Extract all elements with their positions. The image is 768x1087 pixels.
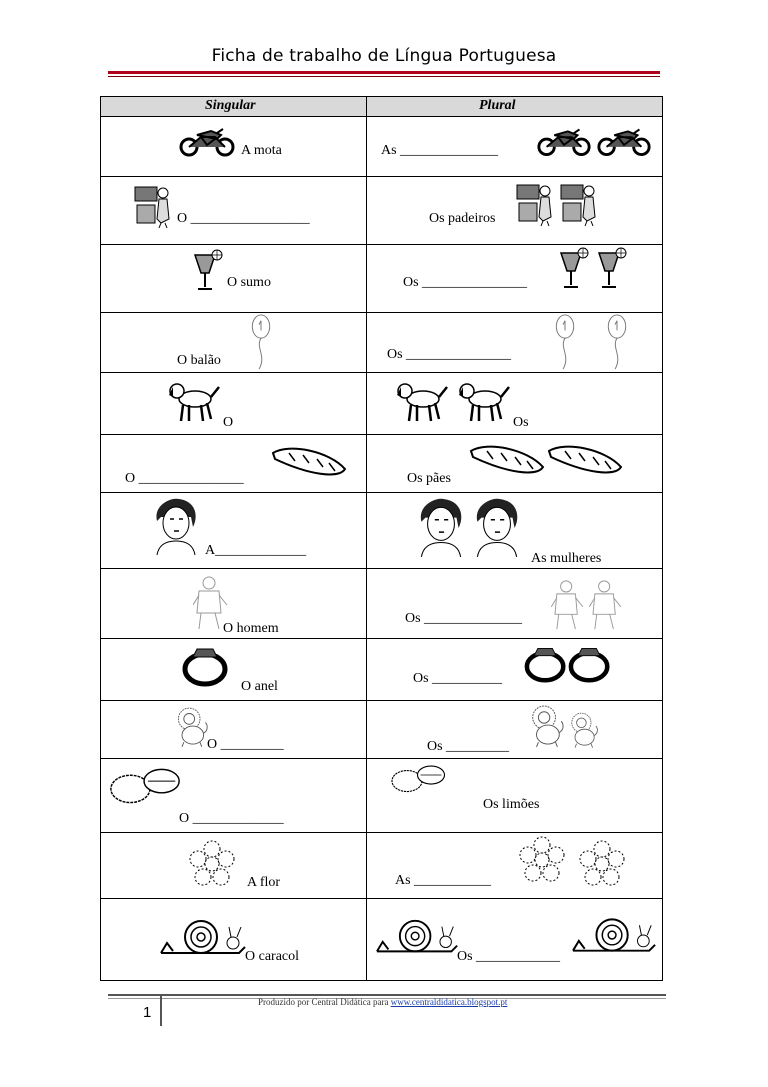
table-row-plural bbox=[367, 569, 663, 639]
plural-word: Os _______________ bbox=[403, 275, 528, 290]
title-underline bbox=[108, 71, 660, 74]
balloon-icon bbox=[605, 313, 629, 371]
dog-icon bbox=[455, 377, 515, 425]
snail-icon bbox=[571, 915, 659, 959]
man-icon bbox=[551, 579, 585, 631]
page-title: Ficha de trabalho de Língua Portuguesa bbox=[211, 46, 557, 66]
table-row-plural bbox=[367, 833, 663, 899]
column-header-singular bbox=[101, 97, 367, 117]
singular-word: O anel bbox=[241, 679, 278, 694]
table-row-singular bbox=[101, 759, 367, 833]
singular-word: A mota bbox=[241, 143, 282, 158]
table-row-singular bbox=[101, 833, 367, 899]
singular-label: Singular bbox=[205, 98, 256, 113]
table-row-plural bbox=[367, 899, 663, 981]
table-row-plural bbox=[367, 245, 663, 313]
lion-icon bbox=[173, 705, 209, 749]
lion-icon bbox=[567, 711, 599, 749]
page-number-divider bbox=[160, 996, 162, 1026]
title-underline-thin bbox=[108, 76, 660, 77]
table-row-plural bbox=[367, 701, 663, 759]
bread-icon bbox=[467, 439, 547, 479]
dog-icon bbox=[393, 377, 453, 425]
credit-link[interactable]: www.centraldidatica.blogspot.pt bbox=[390, 997, 508, 1007]
singular-word: O sumo bbox=[227, 275, 271, 290]
plural-word: Os bbox=[513, 415, 529, 430]
plural-word: Os __________ bbox=[413, 671, 503, 686]
flower-icon bbox=[577, 839, 627, 889]
credit-text: Produzido por Central Didática para bbox=[258, 997, 391, 1007]
table-row-singular bbox=[101, 569, 367, 639]
footer-credit bbox=[258, 997, 507, 1007]
flower-icon bbox=[517, 835, 567, 885]
table-row-singular bbox=[101, 493, 367, 569]
plural-word: Os limões bbox=[483, 797, 540, 812]
flower-icon bbox=[187, 839, 237, 889]
table-row-singular bbox=[101, 313, 367, 373]
table-row-singular bbox=[101, 177, 367, 245]
table-row-plural bbox=[367, 373, 663, 435]
baker-icon bbox=[133, 183, 173, 229]
footer-rule bbox=[108, 994, 666, 996]
plural-word: Os pães bbox=[407, 471, 451, 486]
balloon-icon bbox=[249, 313, 273, 371]
table-row-singular bbox=[101, 435, 367, 493]
table-row-plural bbox=[367, 759, 663, 833]
table-row-singular bbox=[101, 117, 367, 177]
bread-icon bbox=[269, 441, 349, 481]
singular-word: O _________________ bbox=[177, 211, 310, 226]
ring-icon bbox=[567, 643, 613, 683]
juice-glass-icon bbox=[555, 247, 595, 291]
plural-word: Os ______________ bbox=[405, 611, 523, 626]
bread-icon bbox=[545, 439, 625, 479]
balloon-icon bbox=[553, 313, 577, 371]
baker-icon bbox=[559, 181, 599, 227]
singular-word: O _______________ bbox=[125, 471, 244, 486]
woman-icon bbox=[415, 497, 467, 559]
motorcycle-icon bbox=[535, 127, 593, 157]
lion-icon bbox=[527, 703, 565, 749]
table-row-plural bbox=[367, 639, 663, 701]
plural-label: Plural bbox=[479, 98, 516, 113]
worksheet-table bbox=[100, 96, 663, 981]
page-number: 1 bbox=[143, 1004, 152, 1021]
plural-word: Os ____________ bbox=[457, 949, 561, 964]
woman-icon bbox=[471, 497, 523, 559]
lemon-icon bbox=[107, 765, 185, 805]
table-row-singular bbox=[101, 245, 367, 313]
table-row-singular bbox=[101, 899, 367, 981]
singular-word: O caracol bbox=[245, 949, 300, 964]
snail-icon bbox=[375, 917, 461, 959]
snail-icon bbox=[159, 917, 249, 961]
singular-word: O _________ bbox=[207, 737, 284, 752]
table-row-plural bbox=[367, 177, 663, 245]
motorcycle-icon bbox=[177, 127, 237, 157]
dog-icon bbox=[165, 377, 225, 425]
table-row-singular bbox=[101, 373, 367, 435]
singular-word: A_____________ bbox=[205, 543, 307, 558]
table-row-plural bbox=[367, 493, 663, 569]
singular-word: O bbox=[223, 415, 234, 430]
singular-word: O homem bbox=[223, 621, 279, 636]
singular-word: A flor bbox=[247, 875, 281, 890]
table-row-plural bbox=[367, 435, 663, 493]
singular-word: O _____________ bbox=[179, 811, 284, 826]
ring-icon bbox=[181, 643, 231, 687]
singular-word: O balão bbox=[177, 353, 221, 368]
column-header-plural bbox=[367, 97, 663, 117]
motorcycle-icon bbox=[595, 127, 653, 157]
ring-icon bbox=[523, 643, 569, 683]
plural-word: As ______________ bbox=[381, 143, 499, 158]
juice-glass-icon bbox=[593, 247, 633, 291]
woman-icon bbox=[151, 497, 201, 557]
plural-word: As mulheres bbox=[531, 551, 602, 566]
plural-word: As ___________ bbox=[395, 873, 492, 888]
plural-word: Os _________ bbox=[427, 739, 510, 754]
table-row-plural bbox=[367, 313, 663, 373]
table-row-singular bbox=[101, 639, 367, 701]
plural-word: Os _______________ bbox=[387, 347, 512, 362]
table-row-plural bbox=[367, 117, 663, 177]
juice-glass-icon bbox=[189, 249, 229, 293]
lemon-icon bbox=[371, 763, 467, 793]
man-icon bbox=[589, 579, 623, 631]
table-row-singular bbox=[101, 701, 367, 759]
plural-word: Os padeiros bbox=[429, 211, 496, 226]
baker-icon bbox=[515, 181, 555, 227]
